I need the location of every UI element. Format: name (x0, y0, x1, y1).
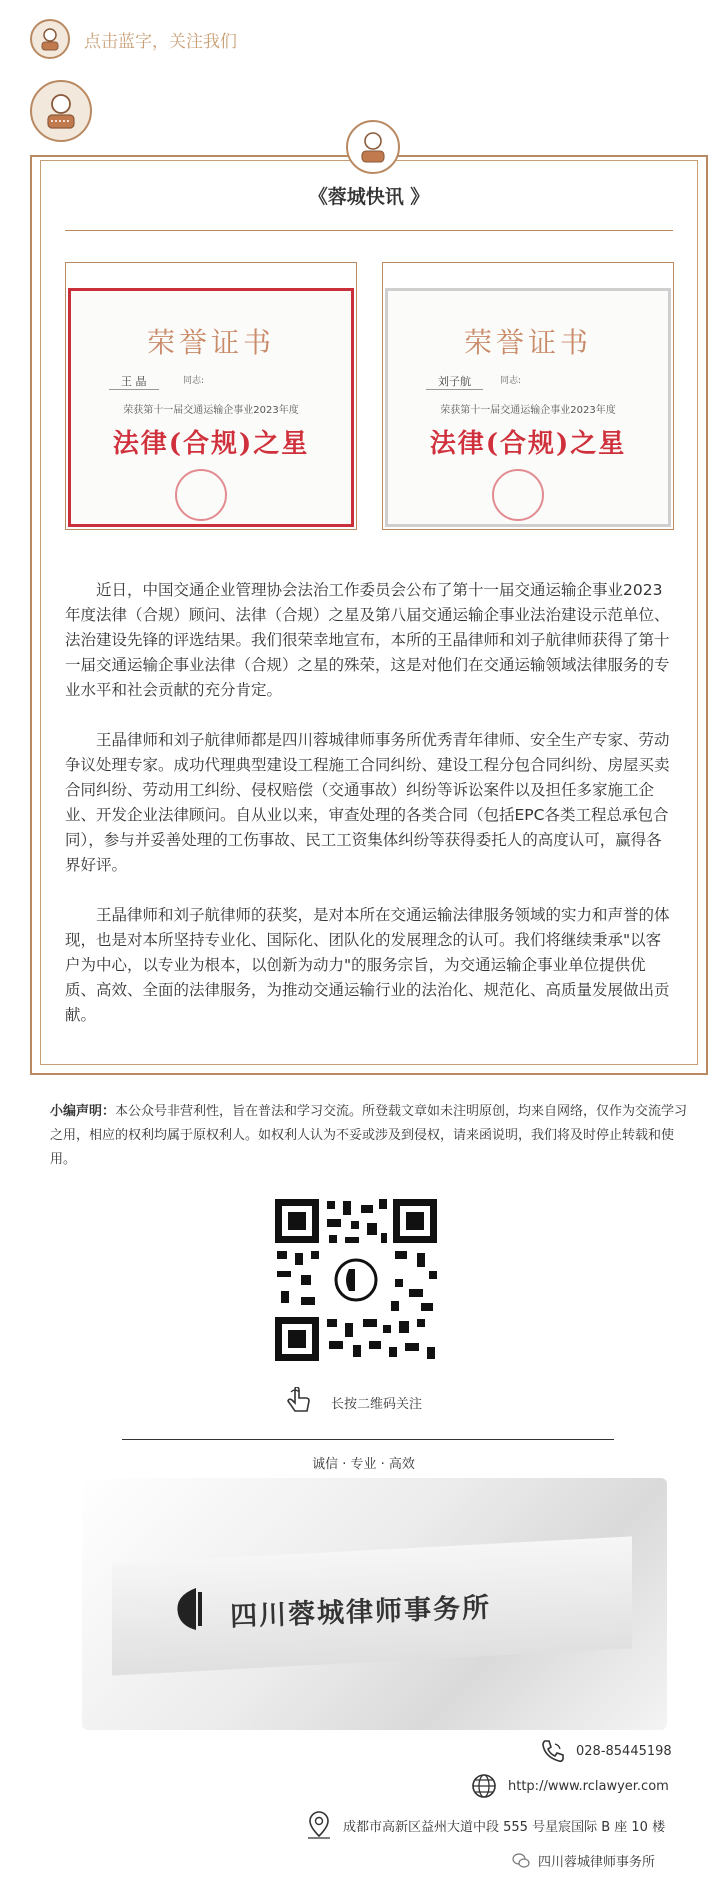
phone-number: 028-85445198 (576, 1743, 672, 1759)
qr-caption: 长按二维码关注 (331, 1396, 423, 1412)
slogan: 诚信 · 专业 · 高效 (312, 1457, 415, 1472)
certificate-suffix: 同志: (500, 376, 522, 386)
phone-icon (540, 1738, 566, 1764)
office-reception-photo (82, 1478, 667, 1730)
disclaimer-text: 本公众号非营利性，旨在普法和学习交流。所登载文章如未注明原创，均来自网络，仅作为交流学习之用，相应的权利均属于原权利人。如权利人认为不妥或涉及到侵权，请来函说明，我们将及时停止转载和使用。 (50, 1104, 688, 1167)
firm-sign: 四川蓉城律师事务所 (229, 1592, 492, 1633)
follow-header[interactable] (30, 18, 237, 60)
wechat-watermark (512, 1851, 655, 1870)
seal-icon (175, 469, 227, 521)
editor-disclaimer (50, 1100, 690, 1172)
contact-website[interactable] (470, 1772, 669, 1800)
contact-address (305, 1810, 665, 1840)
address-text: 成都市高新区益州大道中段 555 号星宸国际 B 座 10 楼 (343, 1819, 666, 1835)
mascot-avatar-icon (30, 80, 92, 142)
article-paragraph: 王晶律师和刘子航律师的获奖，是对本所在交通运输法律服务领域的实力和声誉的体现，也是对本所坚持专业化、国际化、团队化的发展理念的认可。我们将继续秉承"以客户为中心，以专业为根本，以创新为动力"的服务宗旨，为交通运输企事业单位提供优质、高效、全面的法律服务，为推动交通运输行业的法治化、规范化、高质量发展做出贡献。 (65, 906, 670, 1024)
wechat-account-name: 四川蓉城律师事务所 (538, 1855, 656, 1870)
mascot-avatar-icon (30, 19, 70, 59)
certificate-award: 法律(合规)之星 (112, 429, 310, 459)
seal-icon (492, 469, 544, 521)
certificate-line: 荣获第十一届交通运输企事业2023年度 (123, 405, 299, 416)
location-pin-icon (305, 1810, 333, 1840)
disclaimer-label: 小编声明： (50, 1104, 116, 1119)
wechat-icon (512, 1853, 530, 1869)
firm-logo-icon (174, 1586, 216, 1632)
mascot-avatar-icon (346, 120, 400, 174)
divider (122, 1439, 614, 1440)
contact-phone[interactable] (540, 1738, 672, 1764)
certificate-line: 荣获第十一届交通运输企事业2023年度 (440, 405, 616, 416)
certificate-image (382, 262, 674, 530)
qr-caption-row (285, 1387, 422, 1417)
certificate-heading: 荣誉证书 (146, 326, 275, 359)
certificate-award: 法律(合规)之星 (429, 429, 627, 459)
globe-icon (470, 1772, 498, 1800)
article-paragraph: 近日，中国交通企业管理协会法治工作委员会公布了第十一届交通运输企事业2023年度法律（合规）顾问、法律（合规）之星及第八届交通运输企事业法治建设示范单位、法治建设先锋的评选结果。我们很荣幸地宣布，本所的王晶律师和刘子航律师获得了第十一届交通运输企事业法律（合规）之星的殊荣，这是对他们在交通运输领域法律服务的专业水平和社会贡献的充分肯定。 (65, 581, 670, 699)
article-paragraph: 王晶律师和刘子航律师都是四川蓉城律师事务所优秀青年律师、安全生产专家、劳动争议处理专家。成功代理典型建设工程施工合同纠纷、建设工程分包合同纠纷、房屋买卖合同纠纷、劳动用工纠纷、侵权赔偿（交通事故）纠纷等诉讼案件以及担任多家施工企业、开发企业法律顾问。自从业以来，审查处理的各类合同（包括EPC各类工程总承包合同），参与并妥善处理的工伤事故、民工工资集体纠纷等获得委托人的高度认可，赢得各界好评。 (65, 731, 670, 874)
certificate-paper (385, 288, 671, 527)
certificate-suffix: 同志: (183, 376, 205, 386)
website-url: http://www.rclawyer.com (508, 1778, 669, 1794)
article-title: 《蓉城快讯 》 (308, 186, 430, 208)
certificate-heading: 荣誉证书 (463, 326, 592, 359)
divider (65, 230, 673, 231)
certificate-image (65, 262, 357, 530)
certificate-name: 刘子航 (426, 373, 483, 390)
qr-code[interactable] (271, 1195, 441, 1365)
certificate-name: 王 晶 (109, 373, 159, 390)
tap-hand-icon (285, 1387, 313, 1417)
qr-pattern-icon (271, 1195, 441, 1365)
follow-text: 点击蓝字，关注我们 (84, 31, 237, 52)
certificate-paper (68, 288, 354, 527)
